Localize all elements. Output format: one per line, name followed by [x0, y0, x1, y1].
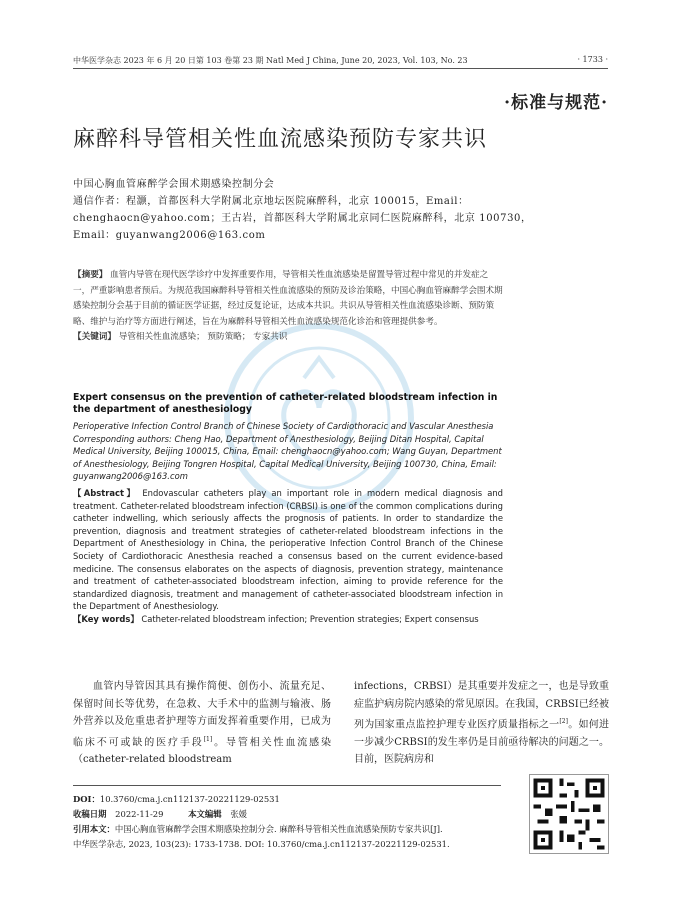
keywords-cn-label: 【关键词】: [73, 332, 116, 342]
received-label: 收稿日期: [73, 809, 107, 819]
cite-line-2: 中华医学杂志, 2023, 103(23): 1733-1738. DOI: 10.3760/cma.j.cn112137-20221129-02531.: [73, 839, 450, 849]
corresponding-line-3: Email：guyanwang2006@163.com: [73, 230, 266, 241]
abstract-cn-label: 【摘要】: [73, 270, 108, 280]
cite-line-1: [73, 822, 443, 836]
body-left-text-b: 。导管相关性血流感染（catheter-related bloodstream: [73, 736, 332, 766]
english-affiliation: Perioperative Infection Control Branch of Chinese Society of Cardiothoracic and Vascular Anesthesia: [73, 421, 494, 431]
english-abstract-text: Endovascular catheters play an important role in modern medical diagnosis and treatment. Catheter-related bloodstream infection (CRBSI) is one of the common complications during catheter indwelling, which seriously affects the prognosis of patients. In order to standardize the prevention, diagnosis and treatment strategies of catheter-related bloodstream infections in the Department of Anesthesiology in China, the perioperative Infection Control Branch of the Chinese Society of Cardiothoracic Anesthesia reached a consensus based on the current evidence-based medicine. The consensus elaborates on the aspects of diagnosis, prevention strategy, maintenance and treatment of catheter-associated bloodstream infection, aiming to provide reference for the standardized diagnosis, treatment and management of catheter-associated bloodstream infection in the Department of Anesthesiology.: [73, 488, 503, 612]
doi-label: DOI：: [73, 794, 100, 804]
footer-rule: [73, 785, 501, 786]
received-date: 2022-11-29: [115, 809, 164, 819]
abstract-cn: [73, 268, 503, 346]
editor-name: 张媛: [230, 809, 248, 819]
abstract-cn-text: 血管内导管在现代医学诊疗中发挥重要作用，导管相关性血流感染是留置导管过程中常见的并发症之一，严重影响患者预后。为规范我国麻醉科导管相关性血流感染的预防及诊治策略，中国心胸血管麻醉学会围术期感染控制分会基于目前的循证医学证据，经过反复论证，达成本共识。共识从导管相关性血流感染诊断、预防策略、维护与治疗等方面进行阐述，旨在为麻醉科导管相关性血流感染规范化诊治和管理提供参考。: [73, 270, 503, 327]
page-number: · 1733 ·: [577, 55, 608, 64]
english-abstract: [73, 487, 503, 626]
section-label: ·标准与规范·: [504, 93, 608, 113]
editor-label: 本文编辑: [188, 809, 222, 819]
body-right-text-b: 。如何进一步减少CRBSI的发生率仍是目前亟待解决的问题之一。目前，医院病房和: [354, 719, 610, 766]
running-header: [73, 55, 608, 66]
body-right-text-a: infections，CRBSI）是其重要并发症之一，也是导致重症监护病房院内感染的常见原因。在我国，CRBSI已经被列为国家重点监控护理专业医疗质量指标之一: [354, 681, 609, 731]
article-title: 麻醉科导管相关性血流感染预防专家共识: [73, 127, 488, 152]
journal-citation: 中华医学杂志 2023 年 6 月 20 日第 103 卷第 23 期 Natl Med J China, June 20, 2023, Vol. 103, No. 23: [73, 56, 468, 65]
header-rule: [73, 68, 608, 69]
author-org: 中国心胸血管麻醉学会围术期感染控制分会: [73, 179, 275, 190]
doi-line: [73, 792, 280, 806]
english-keywords-label: 【Key words】: [73, 613, 139, 624]
cite-label: 引用本文：: [73, 824, 115, 834]
doi-value: 10.3760/cma.j.cn112137-20221129-02531: [99, 794, 280, 804]
keywords-cn: 导管相关性血流感染； 预防策略； 专家共识: [118, 332, 288, 342]
qr-code: [529, 774, 609, 854]
corresponding-line-1: 通信作者：程灏，首都医科大学附属北京地坛医院麻醉科，北京 100015，Email：: [73, 196, 469, 207]
cite-text-1: 中国心胸血管麻醉学会围术期感染控制分会. 麻醉科导管相关性血流感染预防专家共识[J].: [114, 824, 443, 834]
body-column-left: [73, 678, 331, 769]
english-affiliation-block: [73, 420, 503, 483]
english-title: Expert consensus on the prevention of catheter-related bloodstream infection in the department of anesthesiology: [73, 392, 498, 415]
body-left-text-a: 血管内导管因其具有操作简便、创伤小、流量充足、保留时间长等优势，在急救、大手术中的监测与输液、肠外营养以及危重患者护理等方面发挥着重要作用，已成为临床不可或缺的医疗手段: [73, 681, 331, 748]
english-keywords: Catheter-related bloodstream infection; Prevention strategies; Expert consensus: [141, 613, 479, 624]
ref-2: [2]: [559, 718, 568, 725]
body-column-right: [354, 678, 609, 769]
corresponding-line-2: chenghaocn@yahoo.com；王古岩，首都医科大学附属北京同仁医院麻醉科，北京 100730，: [73, 213, 532, 224]
ref-1: [1]: [203, 735, 213, 743]
english-corresponding: Corresponding authors: Cheng Hao, Department of Anesthesiology, Beijing Ditan Hospital, Capital Medical University, Beijing 100015, China, Email: chenghaocn@yahoo.com; Wang Guyan, Department of Anesthesiology, Beijing Tongren Hospital, Capital Medical University, Beijing 100730, China, Email: guyanwang2006@163.com: [73, 433, 502, 482]
english-abstract-label: 【Abstract】: [73, 488, 138, 498]
dates-line: [73, 807, 247, 821]
